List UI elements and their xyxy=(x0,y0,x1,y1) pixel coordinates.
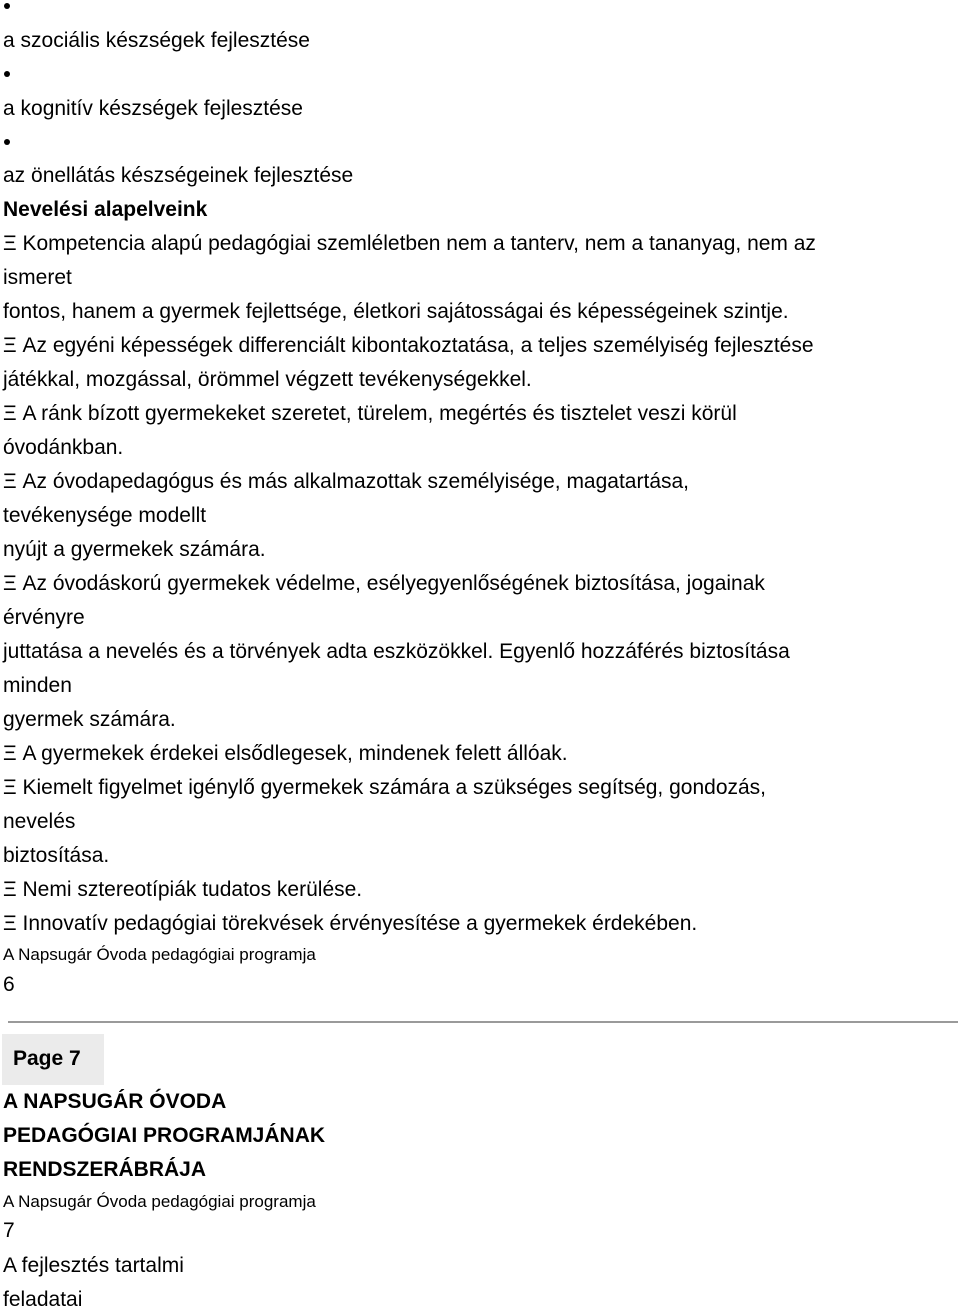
page-number: 7 xyxy=(3,1219,15,1242)
principle-text-line: Ξ Nemi sztereotípiák tudatos kerülése. xyxy=(3,878,363,901)
page-number: 6 xyxy=(3,973,15,996)
principle-text-line: tevékenysége modellt xyxy=(3,504,207,527)
bullet-marker xyxy=(4,3,10,9)
principle-text-line: Ξ Kompetencia alapú pedagógiai szemléletben nem a tanterv, nem a tananyag, nem az xyxy=(3,232,816,255)
list-item-social-skills: a szociális készségek fejlesztése xyxy=(3,29,310,52)
principle-text-line: Ξ A gyermekek érdekei elsődlegesek, mindenek felett állóak. xyxy=(3,742,568,765)
principle-text-line: érvényre xyxy=(3,606,85,629)
principle-text-line: fontos, hanem a gyermek fejlettsége, életkori sajátosságai és képességeinek szintje. xyxy=(3,300,789,323)
page-label: Page 7 xyxy=(13,1047,81,1070)
principle-text-line: ismeret xyxy=(3,266,72,289)
principle-text-line: Ξ Az óvodapedagógus és más alkalmazottak személyisége, magatartása, xyxy=(3,470,690,493)
section-heading-principles: Nevelési alapelveink xyxy=(3,198,208,221)
principle-text-line: nyújt a gyermekek számára. xyxy=(3,538,266,561)
principle-text-line: juttatása a nevelés és a törvények adta eszközökkel. Egyenlő hozzáférés biztosítása xyxy=(3,640,790,663)
principle-text-line: gyermek számára. xyxy=(3,708,176,731)
list-item-self-care-skills: az önellátás készségeinek fejlesztése xyxy=(3,164,354,187)
principle-text-line: óvodánkban. xyxy=(3,436,124,459)
principle-text-line: Ξ Kiemelt figyelmet igénylő gyermekek számára a szükséges segítség, gondozás, xyxy=(3,776,767,799)
running-footer-title: A Napsugár Óvoda pedagógiai programja xyxy=(3,945,316,964)
page-label-badge xyxy=(2,1034,104,1085)
bullet-marker xyxy=(4,139,10,145)
diagram-title-line: PEDAGÓGIAI PROGRAMJÁNAK xyxy=(3,1124,326,1147)
principle-text-line: minden xyxy=(3,674,72,697)
principle-text-line: Ξ Az egyéni képességek differenciált kibontakoztatása, a teljes személyiség fejlesztése xyxy=(3,334,814,357)
principle-text-line: Ξ Innovatív pedagógiai törekvések érvényesítése a gyermekek érdekében. xyxy=(3,912,698,935)
diagram-box-text: A fejlesztés tartalmi xyxy=(3,1254,184,1277)
principle-text-line: Ξ Az óvodáskorú gyermekek védelme, esélyegyenlőségének biztosítása, jogainak xyxy=(3,572,765,595)
diagram-title-line: RENDSZERÁBRÁJA xyxy=(3,1158,207,1181)
page-divider xyxy=(8,1021,958,1023)
principle-text-line: biztosítása. xyxy=(3,844,110,867)
diagram-box-text: feladatai xyxy=(3,1288,83,1311)
bullet-marker xyxy=(4,71,10,77)
principle-text-line: Ξ A ránk bízott gyermekeket szeretet, türelem, megértés és tisztelet veszi körül xyxy=(3,402,737,425)
diagram-title-line: A NAPSUGÁR ÓVODA xyxy=(3,1090,227,1113)
running-footer-title: A Napsugár Óvoda pedagógiai programja xyxy=(3,1192,316,1211)
principle-text-line: játékkal, mozgással, örömmel végzett tevékenységekkel. xyxy=(3,368,532,391)
principle-text-line: nevelés xyxy=(3,810,76,833)
list-item-cognitive-skills: a kognitív készségek fejlesztése xyxy=(3,97,303,120)
